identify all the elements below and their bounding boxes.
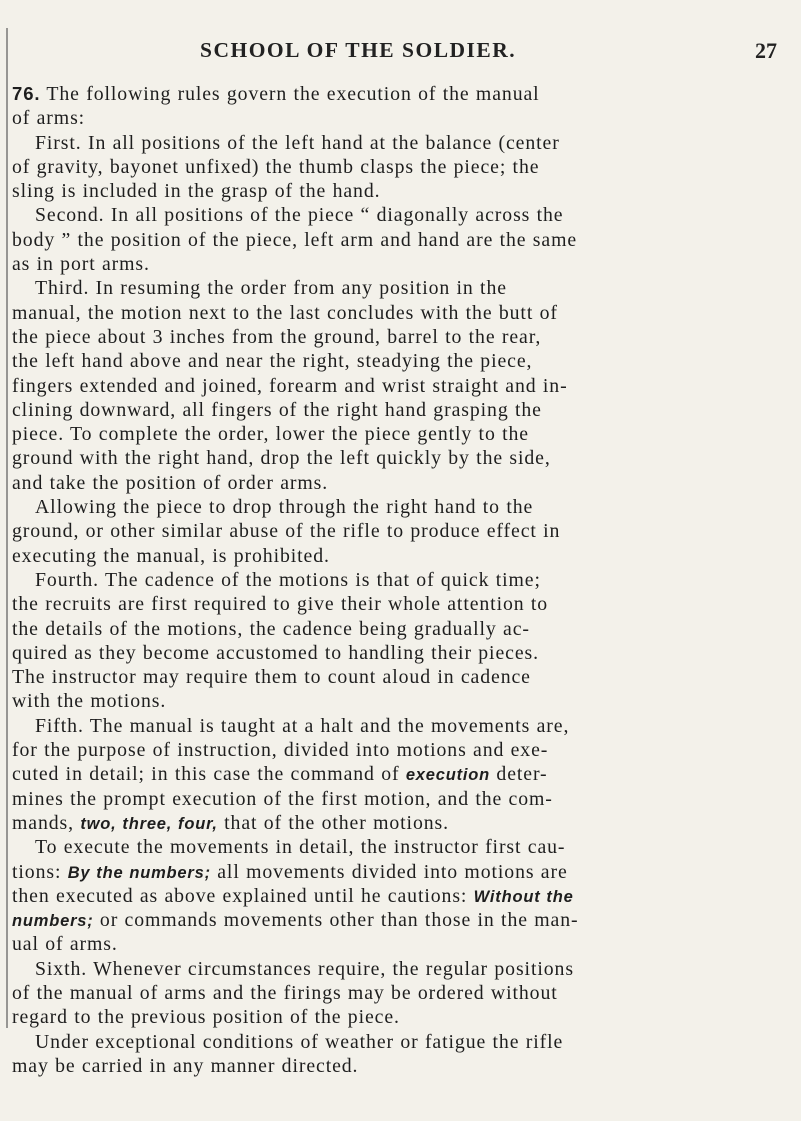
text-run: for the purpose of instruction, divided into motions and exe-	[12, 739, 549, 762]
text-run: cuted in detail; in this case the command of	[12, 763, 406, 786]
text-run: ground with the right hand, drop the left quickly by the side,	[12, 447, 551, 470]
text-line	[12, 276, 798, 300]
text-run: of arms:	[12, 107, 86, 130]
text-run: all movements divided into motions are	[210, 860, 568, 883]
text-line	[12, 932, 798, 956]
text-run: Fourth. The cadence of the motions is that of quick time;	[35, 568, 541, 591]
text-line	[12, 471, 798, 495]
text-run: or commands movements other than those in the man-	[93, 909, 579, 932]
text-run: that of the other motions.	[217, 811, 449, 834]
text-run: as in port arms.	[12, 253, 150, 276]
text-run: the details of the motions, the cadence being gradually ac-	[12, 617, 530, 640]
text-run: executing the manual, is prohibited.	[12, 544, 330, 567]
text-run: fingers extended and joined, forearm and wrist straight and in-	[12, 374, 568, 397]
text-run: tions:	[12, 860, 68, 883]
page-number: 27	[755, 38, 777, 63]
text-line	[12, 908, 798, 932]
text-line	[12, 568, 798, 592]
text-run: To execute the movements in detail, the instructor first cau-	[35, 836, 566, 859]
text-run: sling is included in the grasp of the hand.	[12, 180, 381, 203]
body-text	[12, 82, 798, 1078]
text-line	[12, 228, 798, 252]
text-line	[12, 1054, 798, 1078]
text-run: of gravity, bayonet unfixed) the thumb clasps the piece; the	[12, 155, 540, 178]
text-run: mands,	[12, 811, 81, 834]
text-run: may be carried in any manner directed.	[12, 1054, 359, 1077]
text-run: Second. In all positions of the piece “ diagonally across the	[35, 204, 564, 227]
text-line	[12, 957, 798, 981]
text-run: Under exceptional conditions of weather or fatigue the rifle	[35, 1030, 564, 1053]
text-run: mines the prompt execution of the first motion, and the com-	[12, 787, 553, 810]
text-line	[12, 252, 798, 276]
page-edge-rule	[6, 28, 8, 1028]
text-line	[12, 422, 798, 446]
text-run: then executed as above explained until he cautions:	[12, 884, 474, 907]
text-run: Fifth. The manual is taught at a halt and the movements are,	[35, 714, 570, 737]
text-run: quired as they become accustomed to handling their pieces.	[12, 641, 539, 664]
text-line	[12, 835, 798, 859]
text-run: piece. To complete the order, lower the piece gently to the	[12, 423, 529, 446]
italic-term: two, three, four,	[80, 814, 218, 833]
text-line	[12, 155, 798, 179]
text-run: the piece about 3 inches from the ground, barrel to the rear,	[12, 325, 542, 348]
text-line	[12, 641, 798, 665]
text-line	[12, 811, 798, 835]
text-line	[12, 301, 798, 325]
text-line	[12, 617, 798, 641]
text-line	[12, 665, 798, 689]
text-line	[12, 544, 798, 568]
paragraph-number: 76.	[12, 83, 41, 104]
text-run: clining downward, all fingers of the right hand grasping the	[12, 398, 542, 421]
text-run: body ” the position of the piece, left arm and hand are the same	[12, 228, 578, 251]
text-line	[12, 495, 798, 519]
text-run: manual, the motion next to the last concludes with the butt of	[12, 301, 558, 324]
text-line	[12, 325, 798, 349]
text-run: ual of arms.	[12, 933, 118, 956]
text-line	[12, 131, 798, 155]
italic-term: execution	[405, 766, 491, 785]
text-run: with the motions.	[12, 690, 167, 713]
text-line	[12, 860, 798, 884]
text-line	[12, 762, 798, 786]
text-run: the recruits are first required to give their whole attention to	[12, 593, 549, 616]
text-line	[12, 714, 798, 738]
text-line	[12, 374, 798, 398]
text-line	[12, 1030, 798, 1054]
running-title: SCHOOL OF THE SOLDIER.	[200, 38, 517, 62]
text-line	[12, 884, 798, 908]
text-line	[12, 787, 798, 811]
text-line	[12, 981, 798, 1005]
text-line	[12, 689, 798, 713]
text-line	[12, 349, 798, 373]
text-run: First. In all positions of the left hand at the balance (center	[35, 131, 560, 154]
text-run: The instructor may require them to count aloud in cadence	[12, 666, 531, 689]
text-run: ground, or other similar abuse of the rifle to produce effect in	[12, 520, 561, 543]
text-run: of the manual of arms and the firings may be ordered without	[12, 981, 558, 1004]
text-line	[12, 82, 798, 106]
text-run: the left hand above and near the right, steadying the piece,	[12, 350, 533, 373]
text-run: Third. In resuming the order from any position in the	[35, 277, 507, 300]
text-run: Sixth. Whenever circumstances require, the regular positions	[35, 957, 574, 980]
running-head	[0, 38, 801, 68]
text-line	[12, 203, 798, 227]
italic-term: By the numbers;	[67, 863, 211, 882]
text-line	[12, 398, 798, 422]
italic-term: Without the	[473, 887, 574, 906]
italic-term: numbers;	[12, 912, 94, 931]
text-line	[12, 592, 798, 616]
text-run: The following rules govern the execution of the manual	[40, 83, 540, 105]
text-line	[12, 106, 798, 130]
text-line	[12, 519, 798, 543]
text-run: Allowing the piece to drop through the right hand to the	[35, 496, 534, 519]
text-run: deter-	[490, 763, 548, 786]
text-line	[12, 1005, 798, 1029]
text-line	[12, 179, 798, 203]
text-run: regard to the previous position of the piece.	[12, 1006, 400, 1029]
text-line	[12, 446, 798, 470]
text-line	[12, 738, 798, 762]
text-run: and take the position of order arms.	[12, 471, 329, 494]
